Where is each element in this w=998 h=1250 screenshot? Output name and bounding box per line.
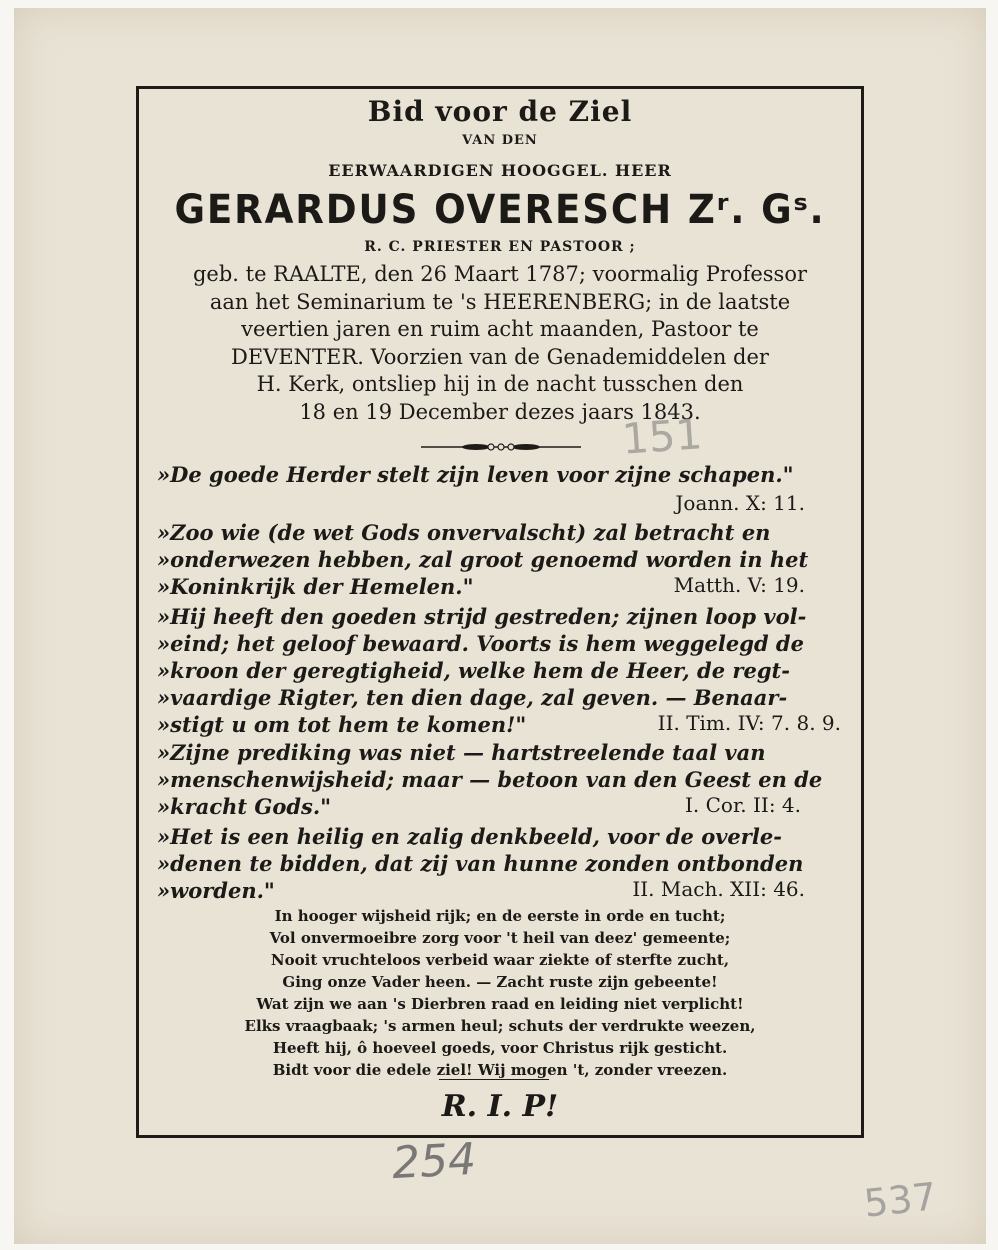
bio-line: veertien jaren en ruim acht maanden, Pastoor te (241, 317, 759, 341)
ornament-divider-icon (421, 439, 581, 455)
quote-line: »worden." (157, 878, 275, 903)
quote-line: »kracht Gods." (157, 794, 332, 819)
scripture-reference: I. Cor. II: 4. (684, 793, 801, 817)
biography (149, 261, 851, 426)
van-den-line: VAN DEN (462, 133, 538, 148)
quote-line: »Koninkrijk der Hemelen." (157, 574, 474, 599)
quote-line: »denen te bidden, dat zij van hunne zonden ontbonden (157, 851, 804, 876)
quote-line: »Zijne prediking was niet — hartstreelende taal van (157, 740, 766, 765)
rule-divider (439, 1079, 549, 1080)
title-honorific: EERWAARDIGEN HOOGGEL. HEER (328, 161, 672, 180)
verse-line: Wat zijn we aan 's Dierbren raad en leiding niet verplicht! (256, 995, 744, 1013)
bio-line: 18 en 19 December dezes jaars 1843. (299, 399, 701, 424)
verse-line: Ging onze Vader heen. — Zacht ruste zijn gebeente! (282, 973, 718, 991)
bio-line: DEVENTER. Voorzien van de Genademiddelen der (231, 344, 769, 369)
quote-line: »Zoo wie (de wet Gods onvervalscht) zal betracht en (157, 520, 771, 545)
card-title: Bid voor de Ziel (367, 95, 633, 128)
quote-line: »Het is een heilig en zalig denkbeeld, voor de overle- (157, 824, 782, 849)
verse-line: In hooger wijsheid rijk; en de eerste in orde en tucht; (274, 907, 726, 925)
quote-line: »onderwezen hebben, zal groot genoemd worden in het (157, 547, 809, 572)
verse-line: Elks vraagbaak; 's armen heul; schuts der verdrukte weezen, (244, 1017, 756, 1035)
quote-line: »kroon der geregtigheid, welke hem de Heer, de regt- (157, 658, 790, 683)
verse-line: Heeft hij, ô hoeveel goeds, voor Christus rijk gesticht. (272, 1039, 728, 1057)
quote-line: »eind; het geloof bewaard. Voorts is hem weggelegd de (157, 631, 804, 656)
rip-inscription: R. I. P! (441, 1089, 559, 1124)
memorial-card-frame (136, 86, 864, 1138)
bio-line: H. Kerk, ontsliep hij in de nacht tusschen den (256, 372, 744, 396)
bio-line: aan het Seminarium te 's HEERENBERG; in de laatste (209, 289, 791, 314)
deceased-role: R. C. PRIESTER EN PASTOOR ; (364, 239, 636, 255)
quote-line: »stigt u om tot hem te komen!" (157, 712, 527, 737)
quote-line: »menschenwijsheid; maar — betoon van den Geest en de (157, 767, 823, 792)
memorial-verse (139, 905, 861, 1081)
scripture-reference: II. Mach. XII: 46. (632, 877, 805, 901)
verse-line: Bidt voor die edele ziel! Wij mogen 't, zonder vreezen. (272, 1061, 728, 1079)
pencil-mark-top: 151 (620, 409, 704, 464)
bio-line: geb. te RAALTE, den 26 Maart 1787; voormalig Professor (192, 262, 808, 286)
quote-line: »Hij heeft den goeden strijd gestreden; zijnen loop vol- (157, 604, 807, 629)
quote-line: »vaardige Rigter, ten dien dage, zal geven. — Benaar- (157, 685, 788, 710)
pencil-mark-corner: 537 (861, 1174, 939, 1226)
memorial-card-paper (14, 8, 986, 1244)
verse-line: Nooit vruchteloos verbeid waar ziekte of sterfte zucht, (270, 951, 730, 969)
scripture-reference: Matth. V: 19. (673, 573, 805, 597)
scripture-quote (157, 461, 845, 488)
quote-line: »De goede Herder stelt zijn leven voor zijne schapen." (157, 462, 794, 487)
scripture-reference: II. Tim. IV: 7. 8. 9. (657, 711, 841, 735)
verse-line: Vol onvermoeibre zorg voor 't heil van deez' gemeente; (269, 929, 731, 947)
deceased-name: GERARDUS OVERESCH Zʳ. Gˢ. (174, 187, 826, 233)
scripture-reference: Joann. X: 11. (675, 491, 805, 515)
pencil-mark-bottom: 254 (390, 1133, 478, 1190)
